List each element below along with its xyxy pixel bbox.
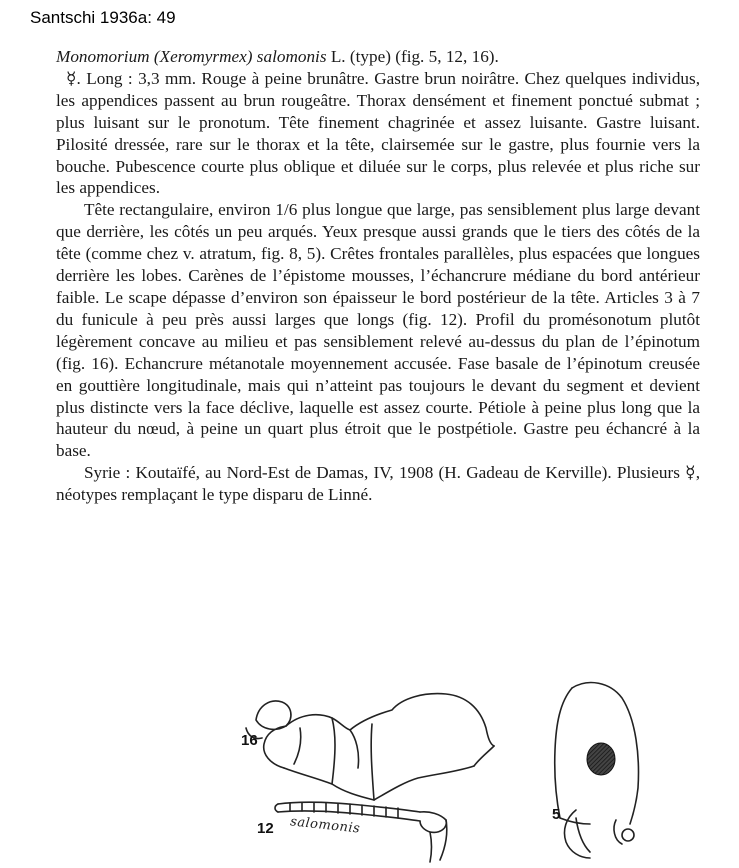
morphology-paragraph: Tête rectangulaire, environ 1/6 plus longue que large, pas sensiblement plus large devant que derrière, les côtés un peu arqués. Yeux presque aussi grands que le tiers des côtés de la tête (comme chez v. atratum, fig. 8, 5). Crêtes frontales parallèles, plus espacées que longues derrière les lobes. Carènes de l’épistome mousses, l’échancrure médiane du bord antérieur faible. Le scape dépasse d’environ son épaisseur le bord postérieur de la tête. Articles 3 à 7 du funicule à peu près aussi larges que longs (fig. 12). Profil du promésonotum plutôt légèrement concave au milieu et pas sensiblement relevé au-dessus du plan de l’épinotum (fig. 16). Echancrure métanotale moyennement accusée. Fase basale de l’épinotum creusée en gouttière longitudinale, mais qui n’atteint pas toujours le devant du segment et devient plus distincte vers la face déclive, laquelle est assez courte. Pétiole à peine plus long que la hauteur du nœud, à peine un quart plus étroit que le postpétiole. Gastre peu échancré à la base.	[56, 200, 700, 461]
page-citation-header: Santschi 1936a: 49	[30, 8, 176, 27]
locality-paragraph: Syrie : Koutaïfé, au Nord-Est de Damas, IV, 1908 (H. Gadeau de Kerville). Plusieurs ☿, néotypes remplaçant le type disparu de Linné.	[56, 463, 700, 505]
species-title	[56, 46, 700, 68]
species-epithet: salomonis	[256, 47, 327, 66]
subgenus-name: (Xeromyrmex)	[153, 47, 253, 66]
worker-description-paragraph: ☿. Long : 3,3 mm. Rouge à peine brunâtre. Gastre brun noirâtre. Chez quelques individus, les appendices passent au brun rougeâtre. Thorax densément et finement ponctué submat ; plus luisant sur le pronotum. Tête finement chagrinée et assez luisante. Gastre luisant. Pilosité dressée, rare sur le thorax et la tête, clairsemée sur le gastre, plus fournie vers la bouche. Pubescence courte plus oblique et diluée sur le corps, plus relevée et plus riche sur les appendices.	[56, 68, 700, 198]
figures-area	[0, 668, 739, 868]
fig16-label: 16	[241, 732, 258, 749]
fig16-thorax-profile-drawing	[246, 694, 494, 800]
fig5-label: 5	[552, 806, 561, 823]
fig5-eye-drawing	[587, 743, 615, 775]
fig12-label: 12	[257, 820, 274, 837]
genus-name: Monomorium	[56, 47, 150, 66]
fig12-antenna-drawing	[275, 802, 447, 862]
figure-drawings	[0, 668, 739, 868]
handwritten-salomonis-note: salomonis	[289, 814, 361, 837]
species-description	[56, 46, 700, 506]
species-authority: L. (type) (fig. 5, 12, 16).	[326, 47, 499, 66]
